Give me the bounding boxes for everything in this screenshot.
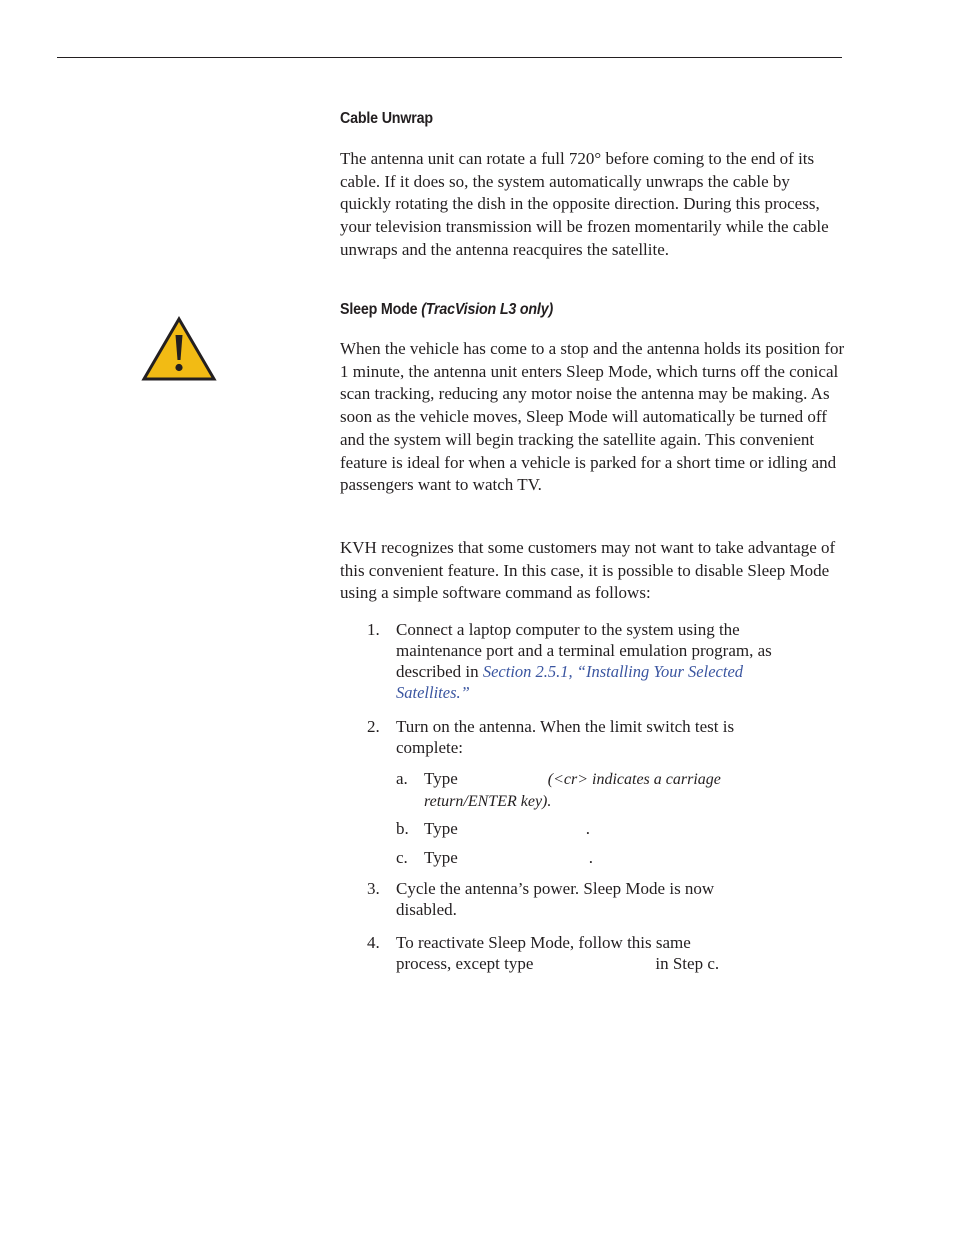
header-rule (57, 57, 842, 58)
step-2-text: Turn on the antenna. When the limit switch test is complete: (396, 717, 735, 757)
substep-c-label: Type (424, 848, 458, 867)
substep-c-text (424, 847, 764, 868)
step-3-text: Cycle the antenna’s power. Sleep Mode is now disabled. (396, 879, 715, 919)
section-heading-sleep-mode (340, 301, 553, 319)
step-number: 1. (367, 620, 380, 639)
warning-triangle-icon (141, 316, 217, 382)
step-4-body: To reactivate Sleep Mode, follow this same process, except type (396, 933, 691, 973)
section-heading-cable-unwrap: Cable Unwrap (340, 110, 433, 127)
substep-c-end: . (588, 848, 593, 867)
substep-a-label: Type (424, 769, 458, 788)
sleep-mode-paragraph-2: KVH recognizes that some customers may not want to take advantage of this convenient feature. In this case, it is possible to disable Sleep Mode using a simple software command as follows: (340, 538, 836, 603)
step-number: 4. (367, 933, 380, 952)
sleep-mode-heading-text: Sleep Mode (340, 301, 418, 318)
section-cross-reference-link[interactable]: Section 2.5.1, “Installing Your Selected Satellites.” (396, 662, 744, 702)
substep-letter: c. (396, 848, 408, 867)
step-number: 3. (367, 879, 380, 898)
step-1-body: Connect a laptop computer to the system using the maintenance port and a terminal emulation program, as described in (396, 620, 772, 681)
step-1-text (396, 619, 796, 703)
substep-b-text (424, 818, 764, 839)
step-4-text (396, 932, 736, 974)
substep-b-label: Type (424, 819, 458, 838)
substep-letter: a. (396, 769, 408, 788)
sleep-mode-paragraph-1: When the vehicle has come to a stop and the antenna holds its position for 1 minute, the antenna unit enters Sleep Mode, which turns off the conical scan tracking, reducing any motor noise the antenna may be making. As soon as the vehicle moves, Sleep Mode will automatically be turned off and the system will begin tracking the satellite again. This convenient feature is ideal for when a vehicle is parked for a short time or idling and passengers want to watch TV. (340, 339, 845, 495)
substep-letter: b. (396, 819, 409, 838)
step-4-end: in Step c. (655, 954, 720, 973)
substep-a-text (424, 768, 764, 812)
step-number: 2. (367, 717, 380, 736)
sleep-mode-heading-qualifier: (TracVision L3 only) (421, 301, 554, 318)
cable-unwrap-paragraph: The antenna unit can rotate a full 720° before coming to the end of its cable. If it does so, the system automatically unwraps the cable by quickly rotating the dish in the opposite direction. During this process, your television transmission will be frozen momentarily while the cable unwraps and the antenna reacquires the satellite. (340, 149, 829, 259)
substep-a-note: (<cr> indicates a carriage return/ENTER key). (424, 771, 721, 810)
substep-b-end: . (585, 819, 590, 838)
